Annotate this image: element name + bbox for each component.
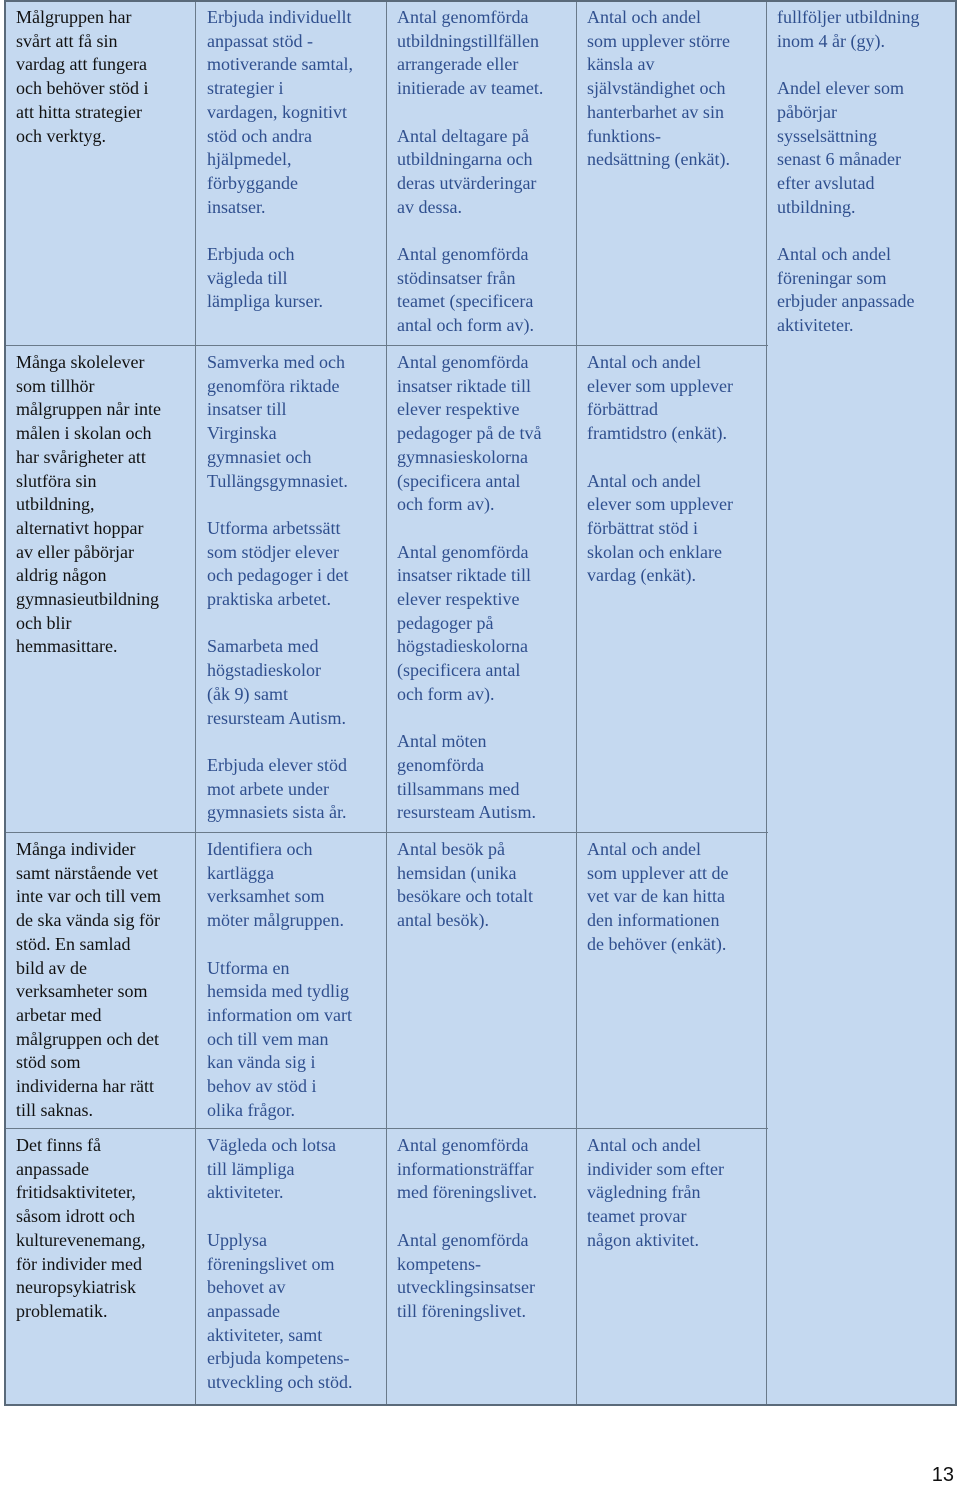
output-indicator-cell (387, 347, 576, 825)
cell-paragraph: Antal genomförda insatser riktade till elever respektive pedagoger på de två gymnasieskolorna (specificera antal och form av). (397, 352, 542, 515)
cell-paragraph: Antal genomförda kompetens- utvecklingsinsatser till föreningslivet. (397, 1229, 535, 1321)
problem-cell (6, 2, 195, 148)
cell-paragraph: Erbjuda individuellt anpassat stöd - motiverande samtal, strategier i vardagen, kognitivt stöd och andra hjälpmedel, förbyggande insatser. (207, 7, 353, 217)
activity-cell (197, 1130, 386, 1395)
row-divider (6, 1128, 768, 1129)
cell-paragraph: Identifiera och kartlägga verksamhet som möter målgruppen. (207, 839, 344, 931)
cell-paragraph: Många individer samt närstående vet inte var och till vem de ska vända sig för stöd. En samlad bild av de verksamheter som arbetar med målgruppen och det stöd som individerna har rätt till saknas. (16, 839, 161, 1120)
activity-cell (197, 834, 386, 1122)
cell-paragraph: Samarbeta med högstadieskolor (åk 9) samt resursteam Autism. (207, 636, 346, 728)
cell-paragraph: Upplysa föreningslivet om behovet av anpassade aktiviteter, samt erbjuda kompetens- utveckling och stöd. (207, 1229, 353, 1393)
cell-paragraph: Antal deltagare på utbildningarna och deras utvärderingar av dessa. (397, 125, 537, 217)
cell-paragraph: Vägleda och lotsa till lämpliga aktiviteter. (207, 1135, 336, 1203)
cell-paragraph: Antal och andel elever som upplever förbättrad framtidstro (enkät). (587, 352, 733, 444)
cell-paragraph: Antal och andel individer som efter vägledning från teamet provar någon aktivitet. (587, 1135, 724, 1250)
problem-cell (6, 1130, 195, 1324)
cell-paragraph: fullföljer utbildning inom 4 år (gy). (777, 7, 920, 51)
cell-paragraph: Utforma arbetssätt som stödjer elever och pedagoger i det praktiska arbetet. (207, 517, 349, 610)
problem-cell (6, 834, 195, 1122)
cell-paragraph: Antal besök på hemsidan (unika besökare och totalt antal besök). (397, 839, 533, 931)
output-indicator-cell (387, 834, 576, 933)
activity-cell (197, 347, 386, 825)
cell-paragraph: Erbjuda och vägleda till lämpliga kurser. (207, 244, 323, 312)
cell-paragraph: Andel elever som påbörjar sysselsättning senast 6 månader efter avslutad utbildning. (777, 78, 904, 217)
cell-paragraph: Utforma en hemsida med tydlig information om vart och till vem man kan vända sig i behov av stöd i olika frågor. (207, 957, 352, 1120)
problem-cell (6, 347, 195, 659)
cell-paragraph: Antal och andel som upplever större känsla av självständighet och hanterbarhet av sin funktions- nedsättning (enkät). (587, 7, 730, 170)
outcome-indicator-cell (577, 347, 766, 588)
column-divider (195, 2, 196, 1404)
cell-paragraph: Antal och andel som upplever att de vet var de kan hitta den informationen de behöver (enkät). (587, 839, 729, 954)
long-term-indicator-cell (767, 2, 957, 338)
outcome-indicator-cell (577, 2, 766, 172)
row-divider (6, 345, 768, 346)
cell-paragraph: Samverka med och genomföra riktade insatser till Virginska gymnasiet och Tullängsgymnasiet. (207, 352, 348, 491)
outcome-indicator-cell (577, 834, 766, 957)
output-indicator-cell (387, 2, 576, 338)
activity-cell (197, 2, 386, 314)
cell-paragraph: Antal genomförda stödinsatser från teamet (specificera antal och form av). (397, 244, 534, 336)
cell-paragraph: Antal möten genomförda tillsammans med resursteam Autism. (397, 731, 536, 823)
cell-paragraph: Antal genomförda informationsträffar med föreningslivet. (397, 1135, 537, 1203)
cell-paragraph: Antal genomförda utbildningstillfällen arrangerade eller initierade av teamet. (397, 7, 544, 99)
cell-paragraph: Antal och andel föreningar som erbjuder anpassade aktiviteter. (777, 244, 915, 336)
cell-paragraph: Antal genomförda insatser riktade till elever respektive pedagoger på högstadieskolorna (specificera antal och form av). (397, 541, 531, 704)
cell-paragraph: Erbjuda elever stöd mot arbete under gymnasiets sista år. (207, 754, 347, 823)
output-indicator-cell (387, 1130, 576, 1324)
cell-paragraph: Det finns få anpassade fritidsaktiviteter, såsom idrott och kulturevenemang, för individer med neuropsykiatrisk problematik. (16, 1135, 146, 1321)
indicator-table (4, 0, 957, 1406)
cell-paragraph: Många skolelever som tillhör målgruppen når inte målen i skolan och har svårigheter att slutföra sin utbildning, alternativt hoppar av eller påbörjar aldrig någon gymnasieutbildning och blir hemmasittare. (16, 352, 161, 657)
row-divider (6, 832, 768, 833)
cell-paragraph: Målgruppen har svårt att få sin vardag att fungera och behöver stöd i att hitta strategier och verktyg. (16, 7, 149, 146)
page-number: 13 (931, 1464, 954, 1486)
outcome-indicator-cell (577, 1130, 766, 1253)
cell-paragraph: Antal och andel elever som upplever förbättrat stöd i skolan och enklare vardag (enkät). (587, 470, 733, 586)
